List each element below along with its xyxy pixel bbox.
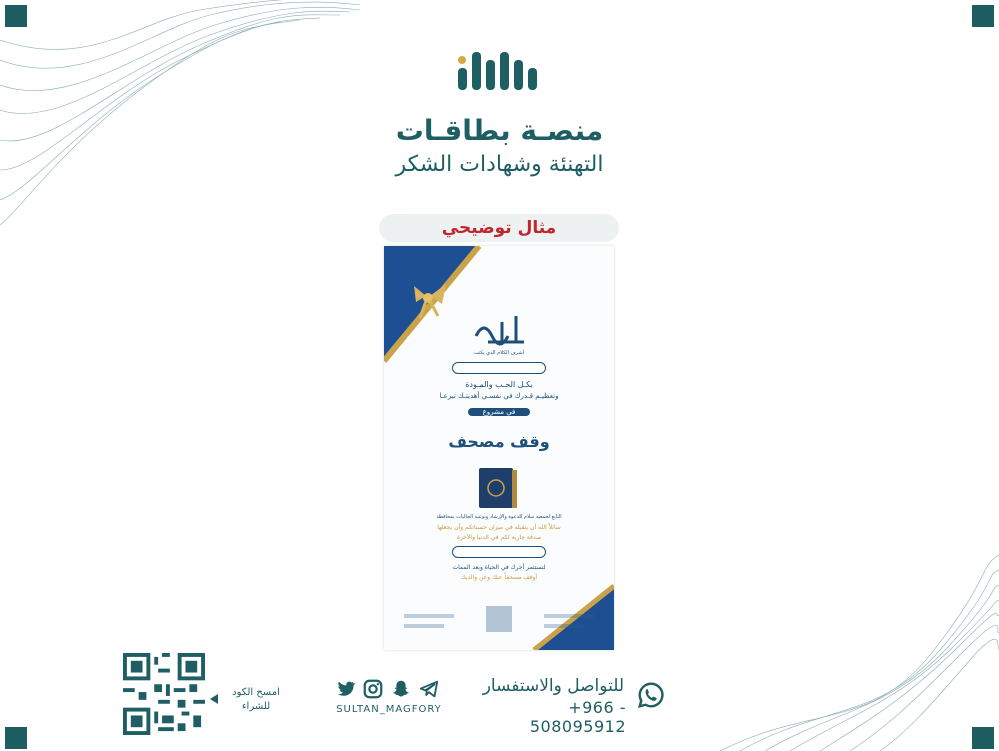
card-dua-2: صدقة جارية لكم في الدنيا والآخرة xyxy=(456,534,542,541)
qr-code[interactable] xyxy=(123,653,205,735)
card-project-title: وقف مصحف xyxy=(448,432,550,451)
example-badge: مثال توضيحي xyxy=(379,214,619,242)
bars-logo-icon xyxy=(452,46,548,90)
telegram-icon[interactable] xyxy=(418,678,440,700)
card-org-line: التابع لجمعية سلام للدعوة والإرشاد وتوعية الجاليات بمحافظة xyxy=(436,514,562,520)
corner-decoration-bottom-left xyxy=(5,727,27,749)
contact-phone[interactable]: +966 - 508095912 xyxy=(529,698,626,736)
snapchat-icon[interactable] xyxy=(390,678,412,700)
instagram-icon[interactable] xyxy=(362,678,384,700)
corner-decoration-top-right xyxy=(972,5,994,27)
scan-label: امسح الكود للشراء xyxy=(232,687,280,712)
card-footer-2: أوقف مصحفاً عنك وعن والديك xyxy=(460,574,538,581)
card-recipient-field xyxy=(452,362,546,374)
contact-label: للتواصل والاستفسار xyxy=(482,676,624,696)
wave-decoration-bottom-right xyxy=(720,555,999,751)
social-handle[interactable]: SULTAN_MAGFORY xyxy=(336,704,442,715)
card-subheading: أشرف الكلام الذي يكتب xyxy=(473,350,525,356)
card-line-1: بكـل الحـب والمـودة xyxy=(465,380,533,389)
card-dua-1: سائلاً الله أن يتقبله في ميزان حسناتكم وأن يجعلها xyxy=(437,524,561,531)
twitter-icon[interactable] xyxy=(334,678,356,700)
page-title: منصـة بطاقـات xyxy=(395,114,604,147)
card-line-2: وتعظيـم قـدرك في نفسـي أهديتـك تبرعـا xyxy=(439,392,559,400)
card-project-badge: في مشروع xyxy=(468,408,530,416)
card-sender-field xyxy=(452,546,546,558)
example-card xyxy=(384,246,614,650)
page-subtitle: التهنئة وشهادات الشكر xyxy=(395,152,604,177)
card-footer-1: لتستثمر أجرك في الحياة وبعد الممات xyxy=(452,564,546,571)
whatsapp-icon[interactable] xyxy=(636,680,666,710)
arrow-left-icon xyxy=(210,694,218,704)
